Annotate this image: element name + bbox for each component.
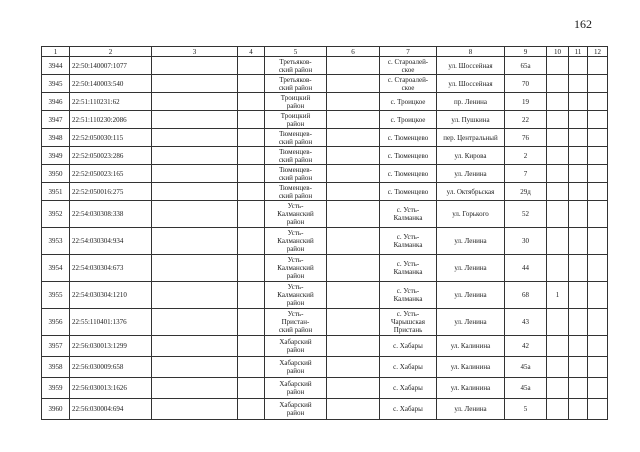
cell-empty bbox=[152, 282, 238, 309]
cell-street: ул. Шоссейная bbox=[437, 57, 505, 75]
cell-street: ул. Ленина bbox=[437, 282, 505, 309]
cell-empty bbox=[569, 399, 588, 420]
cell-loc: с. Тюменцево bbox=[380, 165, 437, 183]
cell-empty bbox=[152, 129, 238, 147]
cell-n: 3956 bbox=[42, 309, 70, 336]
table-row bbox=[42, 309, 608, 336]
cell-empty bbox=[569, 147, 588, 165]
cell-cad: 22:50:140007:1077 bbox=[70, 57, 152, 75]
cell-c10 bbox=[547, 147, 569, 165]
cell-empty bbox=[569, 282, 588, 309]
table-row bbox=[42, 147, 608, 165]
cell-cad: 22:54:030308:338 bbox=[70, 201, 152, 228]
cell-loc: с. Староалей- ское bbox=[380, 75, 437, 93]
cell-cad: 22:52:050023:286 bbox=[70, 147, 152, 165]
cell-house: 19 bbox=[505, 93, 547, 111]
cell-c10 bbox=[547, 75, 569, 93]
cell-empty bbox=[327, 357, 380, 378]
cell-empty bbox=[588, 183, 608, 201]
cell-street: ул. Ленина bbox=[437, 165, 505, 183]
table-row bbox=[42, 201, 608, 228]
cell-n: 3959 bbox=[42, 378, 70, 399]
table-row bbox=[42, 57, 608, 75]
cell-empty bbox=[152, 183, 238, 201]
cell-loc: с. Хабары bbox=[380, 399, 437, 420]
cell-empty bbox=[588, 129, 608, 147]
cell-street: ул. Ленина bbox=[437, 228, 505, 255]
cell-empty bbox=[327, 165, 380, 183]
cell-dist: Третьяков- ский район bbox=[265, 75, 327, 93]
cell-house: 70 bbox=[505, 75, 547, 93]
cell-loc: с. Усть- Калманка bbox=[380, 282, 437, 309]
cell-house: 42 bbox=[505, 336, 547, 357]
table-row bbox=[42, 183, 608, 201]
cell-empty bbox=[327, 309, 380, 336]
cell-n: 3946 bbox=[42, 93, 70, 111]
cell-c10 bbox=[547, 255, 569, 282]
cell-c10 bbox=[547, 378, 569, 399]
cell-empty bbox=[569, 255, 588, 282]
cell-empty bbox=[569, 93, 588, 111]
column-header: 8 bbox=[437, 47, 505, 57]
cell-empty bbox=[588, 111, 608, 129]
cell-empty bbox=[152, 75, 238, 93]
cell-c10 bbox=[547, 201, 569, 228]
cell-loc: с. Хабары bbox=[380, 357, 437, 378]
cell-loc: с. Хабары bbox=[380, 378, 437, 399]
cell-street: ул. Шоссейная bbox=[437, 75, 505, 93]
cell-cad: 22:56:030013:1626 bbox=[70, 378, 152, 399]
cell-n: 3944 bbox=[42, 57, 70, 75]
cell-empty bbox=[327, 255, 380, 282]
cell-house: 45а bbox=[505, 378, 547, 399]
cell-empty bbox=[588, 93, 608, 111]
table-row bbox=[42, 165, 608, 183]
cell-empty bbox=[327, 228, 380, 255]
cell-n: 3951 bbox=[42, 183, 70, 201]
cell-house: 44 bbox=[505, 255, 547, 282]
cell-c10 bbox=[547, 336, 569, 357]
cell-c10 bbox=[547, 309, 569, 336]
header-row bbox=[42, 47, 608, 57]
cell-dist: Тюменцев- ский район bbox=[265, 147, 327, 165]
cell-empty bbox=[152, 255, 238, 282]
cell-street: ул. Калинина bbox=[437, 378, 505, 399]
cell-empty bbox=[152, 378, 238, 399]
column-header: 4 bbox=[238, 47, 265, 57]
cell-loc: с. Усть- Калманка bbox=[380, 255, 437, 282]
cell-empty bbox=[588, 378, 608, 399]
cell-street: ул. Калинина bbox=[437, 336, 505, 357]
cell-empty bbox=[238, 282, 265, 309]
cell-n: 3955 bbox=[42, 282, 70, 309]
column-header: 3 bbox=[152, 47, 238, 57]
cell-loc: с. Усть- Чарышская Пристань bbox=[380, 309, 437, 336]
table-row bbox=[42, 282, 608, 309]
cell-c10 bbox=[547, 228, 569, 255]
cell-empty bbox=[327, 282, 380, 309]
cell-empty bbox=[152, 201, 238, 228]
cell-c10 bbox=[547, 57, 569, 75]
cell-dist: Усть- Пристан- ский район bbox=[265, 309, 327, 336]
cell-dist: Хабарский район bbox=[265, 357, 327, 378]
cell-cad: 22:54:030304:1210 bbox=[70, 282, 152, 309]
cell-house: 22 bbox=[505, 111, 547, 129]
cell-empty bbox=[327, 57, 380, 75]
cell-empty bbox=[152, 336, 238, 357]
cell-empty bbox=[569, 183, 588, 201]
cell-n: 3952 bbox=[42, 201, 70, 228]
cell-empty bbox=[152, 111, 238, 129]
cell-empty bbox=[238, 255, 265, 282]
cell-cad: 22:54:030304:673 bbox=[70, 255, 152, 282]
table-row bbox=[42, 111, 608, 129]
cell-empty bbox=[152, 93, 238, 111]
cell-c10 bbox=[547, 165, 569, 183]
cell-house: 7 bbox=[505, 165, 547, 183]
cell-empty bbox=[238, 399, 265, 420]
cell-c10 bbox=[547, 111, 569, 129]
cell-empty bbox=[569, 378, 588, 399]
registry-table bbox=[41, 46, 608, 420]
cell-empty bbox=[152, 165, 238, 183]
table-row bbox=[42, 378, 608, 399]
cell-cad: 22:56:030004:694 bbox=[70, 399, 152, 420]
cell-cad: 22:55:110401:1376 bbox=[70, 309, 152, 336]
column-header: 6 bbox=[327, 47, 380, 57]
cell-cad: 22:51:110231:62 bbox=[70, 93, 152, 111]
cell-empty bbox=[327, 399, 380, 420]
cell-empty bbox=[569, 309, 588, 336]
cell-empty bbox=[238, 201, 265, 228]
cell-street: ул. Ленина bbox=[437, 255, 505, 282]
column-header: 11 bbox=[569, 47, 588, 57]
cell-cad: 22:56:030013:1299 bbox=[70, 336, 152, 357]
cell-dist: Усть- Калманский район bbox=[265, 282, 327, 309]
page-number: 162 bbox=[574, 17, 592, 31]
cell-n: 3947 bbox=[42, 111, 70, 129]
cell-dist: Усть- Калманский район bbox=[265, 201, 327, 228]
cell-n: 3948 bbox=[42, 129, 70, 147]
cell-empty bbox=[569, 111, 588, 129]
cell-empty bbox=[327, 378, 380, 399]
cell-empty bbox=[238, 357, 265, 378]
cell-empty bbox=[588, 75, 608, 93]
cell-empty bbox=[327, 336, 380, 357]
cell-empty bbox=[327, 129, 380, 147]
cell-house: 65а bbox=[505, 57, 547, 75]
cell-dist: Тюменцев- ский район bbox=[265, 183, 327, 201]
cell-loc: с. Староалей- ское bbox=[380, 57, 437, 75]
column-header: 2 bbox=[70, 47, 152, 57]
cell-dist: Хабарский район bbox=[265, 378, 327, 399]
cell-c10 bbox=[547, 93, 569, 111]
cell-house: 30 bbox=[505, 228, 547, 255]
cell-empty bbox=[569, 75, 588, 93]
cell-n: 3954 bbox=[42, 255, 70, 282]
table-row bbox=[42, 129, 608, 147]
cell-dist: Усть- Калманский район bbox=[265, 255, 327, 282]
cell-empty bbox=[152, 228, 238, 255]
cell-empty bbox=[327, 201, 380, 228]
cell-n: 3957 bbox=[42, 336, 70, 357]
cell-loc: с. Хабары bbox=[380, 336, 437, 357]
cell-street: ул. Октябрьская bbox=[437, 183, 505, 201]
cell-loc: с. Троицкое bbox=[380, 93, 437, 111]
cell-c10 bbox=[547, 357, 569, 378]
cell-empty bbox=[588, 201, 608, 228]
cell-street: ул. Ленина bbox=[437, 309, 505, 336]
cell-loc: с. Усть- Калманка bbox=[380, 201, 437, 228]
cell-empty bbox=[152, 57, 238, 75]
cell-dist: Хабарский район bbox=[265, 336, 327, 357]
column-header: 10 bbox=[547, 47, 569, 57]
cell-dist: Усть- Калманский район bbox=[265, 228, 327, 255]
cell-street: пр. Ленина bbox=[437, 93, 505, 111]
cell-empty bbox=[569, 228, 588, 255]
cell-empty bbox=[588, 147, 608, 165]
cell-empty bbox=[238, 183, 265, 201]
cell-street: ул. Калинина bbox=[437, 357, 505, 378]
cell-empty bbox=[569, 336, 588, 357]
cell-empty bbox=[238, 93, 265, 111]
table-row bbox=[42, 228, 608, 255]
column-header: 7 bbox=[380, 47, 437, 57]
cell-loc: с. Тюменцево bbox=[380, 129, 437, 147]
cell-empty bbox=[588, 57, 608, 75]
cell-empty bbox=[238, 228, 265, 255]
table-row bbox=[42, 255, 608, 282]
cell-house: 43 bbox=[505, 309, 547, 336]
table-row bbox=[42, 336, 608, 357]
cell-street: ул. Кирова bbox=[437, 147, 505, 165]
cell-house: 76 bbox=[505, 129, 547, 147]
cell-empty bbox=[238, 57, 265, 75]
cell-cad: 22:56:030009:658 bbox=[70, 357, 152, 378]
cell-c10: 1 bbox=[547, 282, 569, 309]
cell-dist: Тюменцев- ский район bbox=[265, 165, 327, 183]
cell-empty bbox=[327, 75, 380, 93]
cell-house: 68 bbox=[505, 282, 547, 309]
cell-empty bbox=[327, 111, 380, 129]
cell-dist: Хабарский район bbox=[265, 399, 327, 420]
cell-empty bbox=[588, 165, 608, 183]
column-header: 5 bbox=[265, 47, 327, 57]
cell-cad: 22:54:030304:934 bbox=[70, 228, 152, 255]
cell-house: 2 bbox=[505, 147, 547, 165]
column-header: 12 bbox=[588, 47, 608, 57]
cell-empty bbox=[238, 111, 265, 129]
cell-house: 52 bbox=[505, 201, 547, 228]
cell-cad: 22:50:140003:540 bbox=[70, 75, 152, 93]
cell-n: 3958 bbox=[42, 357, 70, 378]
cell-empty bbox=[238, 147, 265, 165]
cell-street: ул. Пушкина bbox=[437, 111, 505, 129]
cell-empty bbox=[569, 165, 588, 183]
cell-empty bbox=[238, 129, 265, 147]
cell-empty bbox=[327, 147, 380, 165]
cell-loc: с. Тюменцево bbox=[380, 147, 437, 165]
cell-empty bbox=[152, 309, 238, 336]
table-row bbox=[42, 357, 608, 378]
column-header: 9 bbox=[505, 47, 547, 57]
table-row bbox=[42, 93, 608, 111]
cell-dist: Третьяков- ский район bbox=[265, 57, 327, 75]
cell-n: 3953 bbox=[42, 228, 70, 255]
cell-n: 3949 bbox=[42, 147, 70, 165]
cell-empty bbox=[238, 336, 265, 357]
cell-empty bbox=[588, 357, 608, 378]
cell-street: ул. Горького bbox=[437, 201, 505, 228]
cell-cad: 22:52:050016:275 bbox=[70, 183, 152, 201]
cell-cad: 22:52:050030:115 bbox=[70, 129, 152, 147]
cell-cad: 22:51:110230:2086 bbox=[70, 111, 152, 129]
cell-c10 bbox=[547, 399, 569, 420]
cell-house: 45а bbox=[505, 357, 547, 378]
cell-empty bbox=[588, 228, 608, 255]
cell-empty bbox=[569, 357, 588, 378]
cell-empty bbox=[588, 309, 608, 336]
cell-c10 bbox=[547, 183, 569, 201]
cell-empty bbox=[588, 255, 608, 282]
cell-empty bbox=[238, 309, 265, 336]
cell-loc: с. Тюменцево bbox=[380, 183, 437, 201]
cell-loc: с. Усть- Калманка bbox=[380, 228, 437, 255]
cell-n: 3950 bbox=[42, 165, 70, 183]
cell-empty bbox=[569, 129, 588, 147]
cell-dist: Троицкий район bbox=[265, 93, 327, 111]
cell-empty bbox=[588, 282, 608, 309]
cell-empty bbox=[238, 378, 265, 399]
cell-empty bbox=[152, 399, 238, 420]
cell-house: 29д bbox=[505, 183, 547, 201]
cell-street: пер. Центральный bbox=[437, 129, 505, 147]
cell-empty bbox=[588, 336, 608, 357]
table-row bbox=[42, 75, 608, 93]
column-header: 1 bbox=[42, 47, 70, 57]
cell-empty bbox=[327, 183, 380, 201]
cell-empty bbox=[238, 165, 265, 183]
cell-empty bbox=[152, 357, 238, 378]
cell-house: 5 bbox=[505, 399, 547, 420]
cell-empty bbox=[569, 201, 588, 228]
cell-empty bbox=[588, 399, 608, 420]
cell-empty bbox=[327, 93, 380, 111]
cell-street: ул. Ленина bbox=[437, 399, 505, 420]
cell-n: 3960 bbox=[42, 399, 70, 420]
cell-dist: Тюменцев- ский район bbox=[265, 129, 327, 147]
cell-empty bbox=[152, 147, 238, 165]
cell-n: 3945 bbox=[42, 75, 70, 93]
cell-c10 bbox=[547, 129, 569, 147]
table-row bbox=[42, 399, 608, 420]
cell-empty bbox=[569, 57, 588, 75]
cell-dist: Троицкий район bbox=[265, 111, 327, 129]
cell-empty bbox=[238, 75, 265, 93]
cell-loc: с. Троицкое bbox=[380, 111, 437, 129]
cell-cad: 22:52:050023:165 bbox=[70, 165, 152, 183]
